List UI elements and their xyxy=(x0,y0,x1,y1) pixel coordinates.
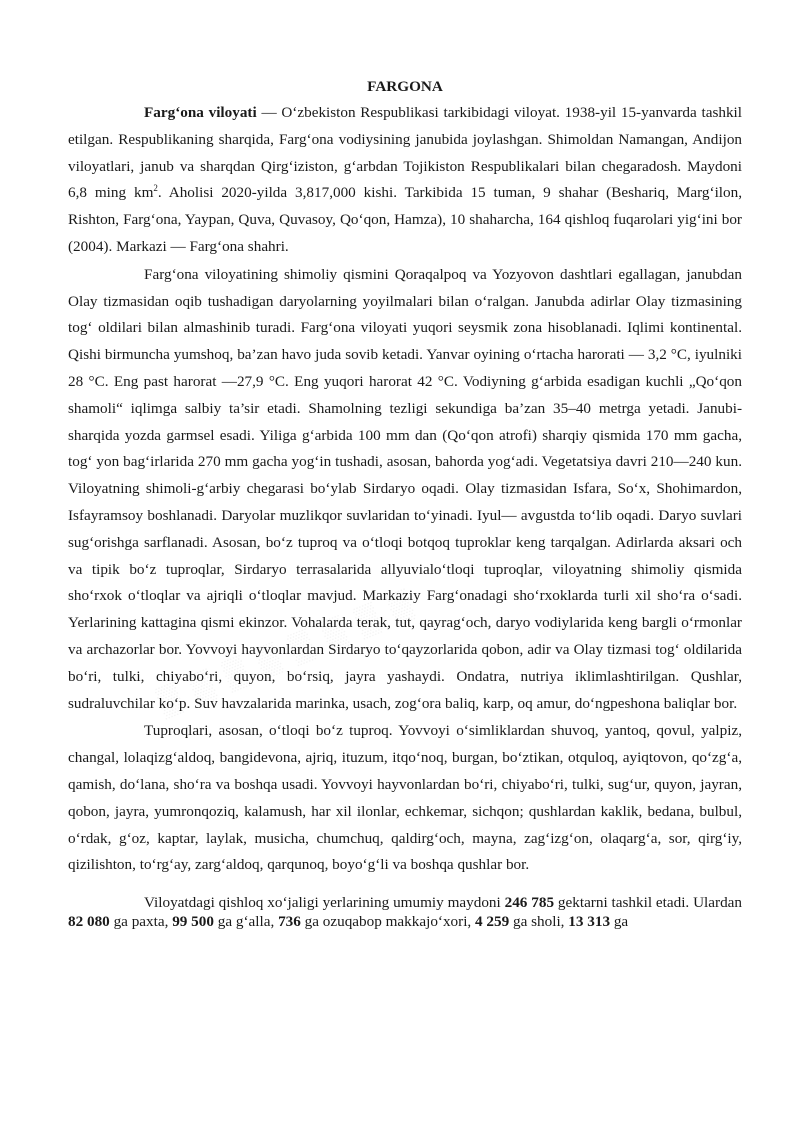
agri-number-other: 13 313 xyxy=(568,913,611,931)
agri-text-a: Viloyatdagi qishloq xo‘jaligi yerlarining umumiy maydoni xyxy=(144,894,505,912)
intro-text-2: . Aholisi 2020-yilda 3,817,000 kishi. Tarkibida 15 tuman, 9 shahar (Beshariq, Marg‘ilon, Rishton, Farg‘ona, Yaypan, Quva, Quvasoy, Qo‘qon, Hamza), 10 shaharcha, 164 qishloq fuqarolari yig‘ini bor (2004). Markazi — Farg‘ona shahri. xyxy=(68,184,742,255)
paragraph-flora-fauna: Tuproqlari, asosan, o‘tloqi bo‘z tuproq. Yovvoyi o‘simliklardan shuvoq, yantoq, qovul, yalpiz, changal, lolaqizg‘aldoq, bangidevona, ajriq, ituzum, itqo‘noq, burgan, bo‘ztikan, otquloq, ayiqtovon, qo‘zg‘a, qamish, do‘lana, sho‘ra va boshqa usadi. Yovvoyi hayvonlardan bo‘ri, chiyabo‘ri, tulki, sug‘ur, quyon, jayran, qobon, jayra, yumronqoziq, kalamush, har xil ilonlar, echkemar, sichqon; qushlardan kaklik, bedana, bulbul, o‘rdak, g‘oz, kaptar, laylak, musicha, chumchuq, qaldirg‘och, mayna, zag‘izg‘on, olaqarg‘a, sor, qirg‘iy, qizilishton, to‘rg‘ay, zarg‘aldoq, qarqunoq, boyo‘g‘li va boshqa qushlar bor. xyxy=(68,722,742,874)
agri-number-cotton: 82 080 xyxy=(68,913,110,931)
superscript-2: 2 xyxy=(153,183,158,194)
agri-text-b: gektarni tashkil etadi. Ulardan xyxy=(554,894,743,912)
agri-text-c: ga paxta, xyxy=(109,913,173,931)
agri-number-grain: 99 500 xyxy=(172,913,214,931)
intro-lead: Farg‘ona viloyati xyxy=(144,104,257,121)
agri-number-total: 246 785 xyxy=(504,894,555,912)
agri-number-corn: 736 xyxy=(278,913,301,931)
agri-number-rice: 4 259 xyxy=(475,913,510,931)
agri-text-f: ga sholi, xyxy=(509,913,569,931)
agri-text-d: ga g‘alla, xyxy=(213,913,279,931)
agri-text-e: ga ozuqabop makkajo‘xori, xyxy=(300,913,476,931)
paragraph-agriculture xyxy=(68,893,742,931)
paragraph-intro xyxy=(68,100,742,261)
document-title: FARGONA xyxy=(367,78,443,95)
agri-text-g: ga xyxy=(610,913,629,931)
paragraph-geography: Farg‘ona viloyatining shimoliy qismini Qoraqalpoq va Yozyovon dashtlari egallagan, janubdan Olay tizmasidan oqib tushadigan daryolarning yoyilmalari bilan o‘ralgan. Janubda adirlar Olay tizmasining tog‘ oldilari bilan almashinib turadi. Farg‘ona viloyati yuqori seysmik zona hisoblanadi. Iqlimi kontinental. Qishi birmuncha yumshoq, ba’zan havo juda sovib ketadi. Yanvar oyining o‘rtacha harorati — 3,2 °C, iyulniki 28 °C. Eng past harorat —27,9 °C. Eng yuqori harorat 42 °C. Vodiyning g‘arbida esadigan kuchli „Qo‘qon shamoli“ iqlimga salbiy ta’sir etadi. Shamolning tezligi sekundiga ba’zan 35–40 metrga yetadi. Janubi-sharqida yozda garmsel esadi. Yiliga g‘arbida 100 mm dan (Qo‘qon atrofi) sharqiy qismida 170 mm gacha, tog‘ yon bag‘irlarida 270 mm gacha yog‘in tushadi, asosan, bahorda yog‘adi. Vegetatsiya davri 210—240 kun. Viloyatning shimoli-g‘arbiy chegarasi bo‘ylab Sirdaryo oqadi. Olay tizmasidan Isfara, So‘x, Shohimardon, Isfayramsoy boshlanadi. Daryolar muzlikqor suvlaridan to‘yinadi. Iyul— avgustda to‘lib oqadi. Daryo suvlari sug‘orishga sarflanadi. Asosan, bo‘z tuproq va o‘tloqi botqoq tuproklar keng tarqalgan. Adirlarda aksari och va tipik bo‘z tuproqlar, Sirdaryo terrasalarida allyuvialo‘tloqi tuproqlar, viloyatning shimoliy qismida sho‘rxok o‘tloqlar va ajriqli o‘tloqlar mavjud. Markaziy Farg‘onadagi sho‘rxoklarda turli xil sho‘ra o‘sadi. Yerlarining kattagina qismi ekinzor. Vohalarda terak, tut, qayrag‘och, daryo vodiylarida keng bargli o‘rmonlar va archazorlar bor. Yovvoyi hayvonlardan Sirdaryo to‘qayzorlarida qobon, adir va Olay tizmasi tog‘ oldilarida bo‘ri, tulki, chiyabo‘ri, quyon, bo‘rsiq, jayra yashaydi. Ondatra, nutriya iklimlashtirilgan. Qushlar, sudraluvchilar ko‘p. Suv havzalarida marinka, usach, zog‘ora baliq, karp, oq amur, do‘ngpeshona baliqlar bor. xyxy=(68,265,742,712)
intro-text-1: — O‘zbekiston Respublikasi tarkibidagi viloyat. 1938-yil 15-yanvarda tashkil etilgan. Respublikaning sharqida, Farg‘ona vodiysining janubida joylashgan. Shimoldan Namangan, Andijon viloyatlari, janub va sharqdan Qirg‘iziston, g‘arbdan Tojikiston Respublikalari bilan chegaradosh. Maydoni 6,8 ming km xyxy=(68,104,742,202)
